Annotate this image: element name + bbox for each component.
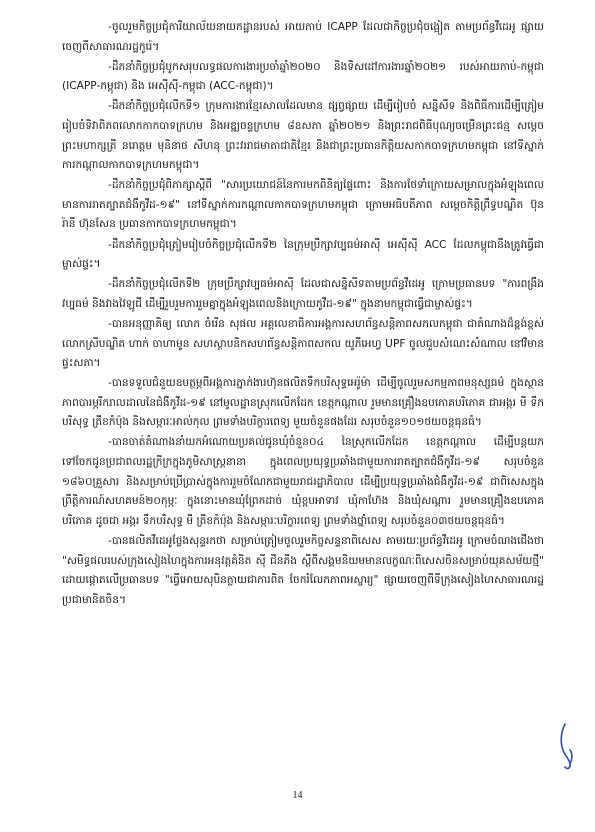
paragraph-donation-received: -បានទទួលជំនួយឧបត្ថម្ភពីអង្គការភ្នាក់ងារហ៊ុនផលិតទឹកបរិសុទ្ធអេរ៉ូម៉ា ដើម្បីចូលរួមសកម្មភាពមនុស្សធម៌ ក្នុងស្ថានភាពបារម្ភរីករាលដាលនៃជំងឺកូវីដ-១៩ នៅមូលដ្ឋានស្រុកលើកដែក ខេត្តកណ្តាល រួមមានគ្រឿងឧបភោគបរិភោគ ជាអង្ករ មី ទឹកបរិសុទ្ធ ត្រីខកំប៉ុង និងសម្ភារៈអាល់កុល ព្រមទាំងបរិក្ខារពេទ្យ មួយចំនួនផងដែរ សរុបចំនួន១០១ថយចន្តធុនធំ។ <box>62 377 544 429</box>
paragraph-acc-preparation: -ដឹកនាំកិច្ចប្រជុំត្រៀមរៀបចំកិច្ចប្រជុំលើកទី២ នៃក្រុមប្រឹក្សាវប្បធម៌អាស៊ី អេស៊ីស៊ី ACC ដែលកម្ពុជានឹងត្រូវធ្វើជាម្ចាស់ផ្ទះ។ <box>62 238 544 271</box>
document-body <box>62 18 544 610</box>
paragraph-donation-delivered: -បានចាត់តំណាងនាំយកអំណោយប្រគល់ជូនឃុំចំនួន០៤ នៃស្រុកលើកដែក ខេត្តកណ្តាល ដើម្បីបន្តយកទៅចែកជូនប្រជាពលរដ្ឋក្រីក្រក្នុងភូមិសាស្ត្រនានា ក្នុងពេលប្រយុទ្ធប្រឆាំងជាមួយការរាតត្បាតជំងឺកូវីដ-១៩ សរុបចំនួន ១៨៦០គ្រួសារ និងសម្រាប់ប្រើប្រាស់ក្នុងការរួមចំណែកជាមួយរាជរដ្ឋាភិបាល ដើម្បីប្រយុទ្ធប្រឆាំងជំងឺកូវីដ-១៩ ជាពិសេសក្នុងព្រឹត្តិការណ៍សហគមន៍២០កុម្ភៈ ក្នុងនោះមានឃុំព្រែកដាច់ ឃុំខ្ពបអាទាវ ឃុំកាហ៊ែង និងឃុំសណ្តារ រួមមានគ្រឿងឧបភោគបរិភោគ ដូចជា អង្ករ ទឹកបរិសុទ្ធ មី ត្រីខកំប៉ុង និងសម្ភារៈបរិក្ខារពេទ្យ ព្រមទាំងថ្នាំពេទ្យ សរុបចំនួន០៣ថយចន្តធុនធំ។ <box>62 436 544 527</box>
paragraph-shanghai-video: -បានផលិតវីដេអូថ្លែងសុន្ទរកថា សម្រាប់ត្រៀមចូលរួមកិច្ចសន្ទនាពិសេស តាមរយៈប្រព័ន្ធវីដេអូ ក្រោមចំណងជើងថា "សមិទ្ធផលរបស់ក្រុងសៀងហៃក្នុងការអនុវត្តគំនិត ស៊ី ជីនភីង ស្តីពីសង្គមនិយមមានលក្ខណៈពិសេសចិនសម្រាប់យុគសម័យថ្មី" ដោយផ្តោតលើប្រធានបទ "ធ្វើអោយសុបិនក្លាយជាការពិត ចែករំលែកភាពអស្ចារ្យ" ផ្សាយចេញពីទីក្រុងសៀងហៃសាធារណរដ្ឋប្រជាមានិតចិន។ <box>62 534 544 606</box>
handwritten-mark-icon <box>555 720 579 772</box>
paragraph-prenatal-discussion: -ដឹកនាំកិច្ចប្រជុំពិភាក្សាស្តីពី "សារប្រយោជន៍នៃការមកពិនិត្យផ្ទៃពោះ និងការថែទាំក្រោយសម្រាលក្នុងអំឡុងពេលមានការរាតត្បាតជំងឺកូវីដ-១៩" នៅទីស្នាក់ការកណ្តាលកាកបាទក្រហមកម្ពុជា ក្រោមអធិបតីភាព សម្តេចកិត្តិព្រឹទ្ធបណ្ឌិត ប៊ុន រ៉ានី ហ៊ុនសែន ប្រធានកាកបាទក្រហមកម្ពុជា។ <box>62 179 544 231</box>
paragraph-red-cross-committee: -ដឹកនាំកិច្ចប្រជុំលើកទី១ ក្រុមការងារខ្មែរសាលដែលមាន ផ្សព្វផ្សាយ ដើម្បីរៀបចំ សន្និសីទ និងពិធីការដើម្បីត្រៀមរៀបចំទិវាពិភពលោកកាកបាទក្រហម និងអឌ្ឍចន្ទក្រហម ៨ឧសភា ឆ្នាំ២០២១ និងព្រះរាជពិធីបុណ្យចម្រើនព្រះជន្ម សម្តេចព្រះមហាក្សត្រី នរោត្តម មុនិនាថ សីហនុ ព្រះវររាជមាតាជាតិខ្មែរ និងជាព្រះប្រធានកិត្តិយសកាកបាទក្រហមកម្ពុជា នៅទីស្នាក់ការកណ្តាលកាកបាទក្រហមកម្ពុជា។ <box>62 100 544 172</box>
paragraph-acc-second-meeting: -ដឹកនាំកិច្ចប្រជុំលើកទី២ ក្រុមប្រឹក្សាវប្បធម៌អាស៊ី ដែលជាសន្និសីទតាមប្រព័ន្ធវីដេអូ ក្រោមប្រធានបទ "ការពង្រឹងវប្បធម៌ និងវាងវៃឡូជី ដើម្បីរួបរួមការរួមគ្នាក្នុងអំឡុងពេលនិងក្រោយកូវីដ-១៩" ក្នុងនាមកម្ពុជាធ្វើជាម្ចាស់ផ្ទះ។ <box>62 278 544 310</box>
paragraph-icapp-meeting: -ចូលរួមកិច្ចប្រជុំការិយាល័យនាយកដ្ឋានរបស់ អាយកាប់ ICAPP ដែលជាកិច្ចប្រជុំចង្អៀត តាមប្រព័ន្ធវីដេអូ ផ្សាយចេញពីសាធារណរដ្ឋកូរ៉េ។ <box>62 21 544 53</box>
paragraph-upf-visit: -បានអនុញ្ញាតិឲ្យ លោក ចំរើន សុផល អគ្គលេខាធិការអង្គការសហព័ន្ធសន្តិភាពសកលកម្ពុជា ជាតំណាងដ៏ខ្ពង់ខ្ពស់ លោកស្រីបណ្ឌិត ហាក់ ចាហាមូន សហស្ថាបនិកសហព័ន្ធសន្តិភាពសកល យូភីអេហ្វ UPF ចូលជួបសំណេះសំណាល នៅវិមានផ្ទះសភា។ <box>62 317 544 370</box>
page-number: 14 <box>292 790 303 801</box>
paragraph-annual-review: -ដឹកនាំកិច្ចប្រជុំបូកសរុបលទ្ធផលការងារប្រចាំឆ្នាំ២០២០ និងទិសដៅការងារឆ្នាំ២០២១ របស់អាយកាប់-កម្ពុជា (ICAPP-កម្ពុជា) និង អេស៊ីស៊ី-កម្ពុជា (ACC-កម្ពុជា)។ <box>62 60 544 93</box>
